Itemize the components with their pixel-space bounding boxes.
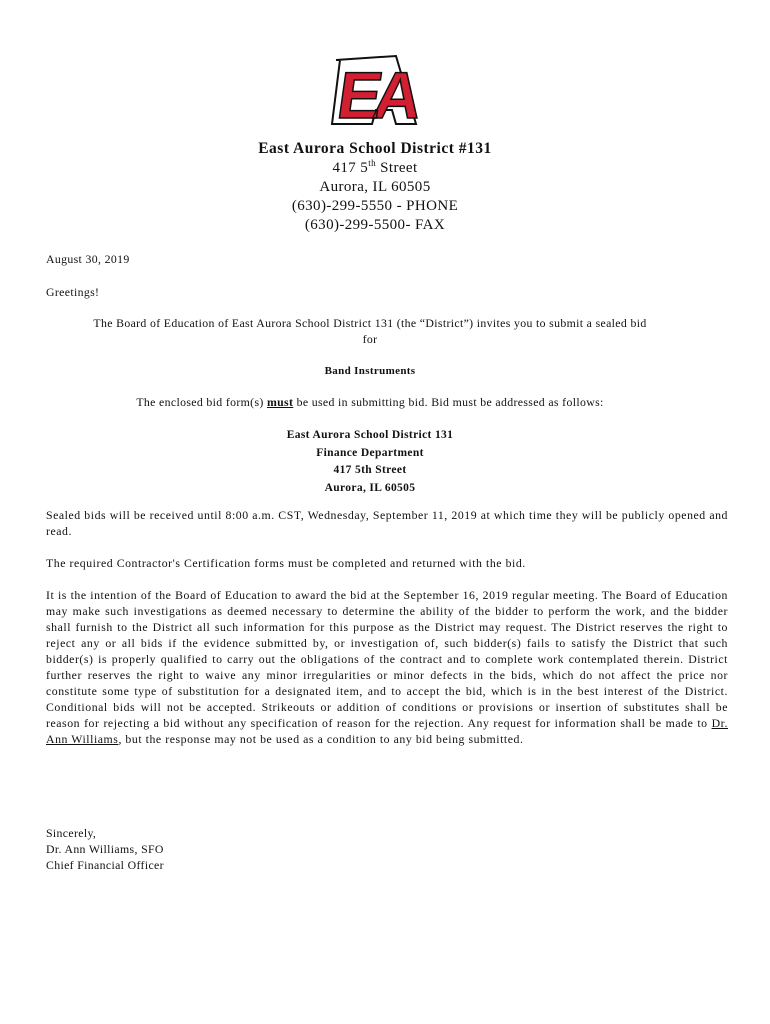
form-text-pre: The enclosed bid form(s) [136, 395, 267, 409]
letterhead [0, 139, 750, 235]
address-line-2: Finance Department [316, 446, 424, 459]
district-logo [330, 54, 420, 128]
logo-text: EA [332, 59, 419, 128]
street-suffix: th [368, 158, 376, 168]
intention-text-end: , but the response may not be used as a condition to any bid being submitted. [118, 732, 524, 746]
form-emphasis-must: must [266, 395, 294, 409]
certification-paragraph: The required Contractor's Certification forms must be completed and returned with the bid. [46, 556, 526, 570]
intro-line-1: The Board of Education of East Aurora School District 131 (the “District”) invites you to submit a sealed bid [93, 316, 647, 330]
letter-date: August 30, 2019 [46, 252, 130, 266]
form-text-post: be used in submitting bid. Bid must be addressed as follows: [293, 395, 604, 409]
fax-number: (630)-299-5500- FAX [304, 217, 446, 233]
phone-number: (630)-299-5550 - PHONE [291, 198, 459, 214]
mailing-address-block [0, 427, 740, 497]
intro-paragraph [0, 315, 740, 347]
ea-logo-icon [330, 54, 420, 128]
intention-text: It is the intention of the Board of Education to award the bid at the September 16, 2019 regular meeting. The Board of Education may make such investigations as deemed necessary to determine the ability of the bidder to perform the work, and the bidder shall furnish to the District all such information for this purpose as the District may request. The District reserves the right to reject any or all bids if the evidence submitted by, or investigation of, such bidder(s) fails to satisfy the District that such bidder(s) is properly qualified to carry out the obligations of the contract and to complete work contemplated therein. District further reserves the right to waive any minor irregularities or minor defects in the bids, which do not affect the price nor constitute some type of substitution for a designated item, and to accept the bid, which is in the best interest of the District. Conditional bids will not be accepted. Strikeouts or addition of conditions or provisions or insertion of substitutes shall be reason for rejecting a bid without any specification of reason for the rejection. Any request for information shall be made to [46, 588, 728, 730]
street-number: 417 5 [332, 160, 369, 176]
signer-name: Dr. Ann Williams, SFO [46, 842, 164, 856]
street-address [0, 159, 750, 178]
intention-paragraph [46, 587, 728, 747]
address-line-1: East Aurora School District 131 [286, 429, 454, 441]
sealed-bids-paragraph: Sealed bids will be received until 8:00 a.m. CST, Wednesday, September 11, 2019 at which time they will be publicly opened and read. [46, 508, 728, 538]
street-name: Street [376, 160, 418, 176]
signature-block [46, 825, 164, 873]
signer-title: Chief Financial Officer [46, 858, 164, 872]
address-line-4: Aurora, IL 60505 [324, 481, 416, 494]
bid-subject: Band Instruments [324, 365, 416, 377]
contact-name: Dr. Ann Williams [46, 716, 728, 746]
district-title: East Aurora School District #131 [258, 140, 492, 157]
address-line-3: 417 5th Street [333, 464, 407, 476]
city-state: Aurora, IL 60505 [319, 179, 431, 195]
intro-line-2: for [362, 332, 378, 346]
bid-form-instruction [0, 394, 740, 410]
closing: Sincerely, [46, 826, 97, 840]
greeting: Greetings! [46, 285, 100, 299]
